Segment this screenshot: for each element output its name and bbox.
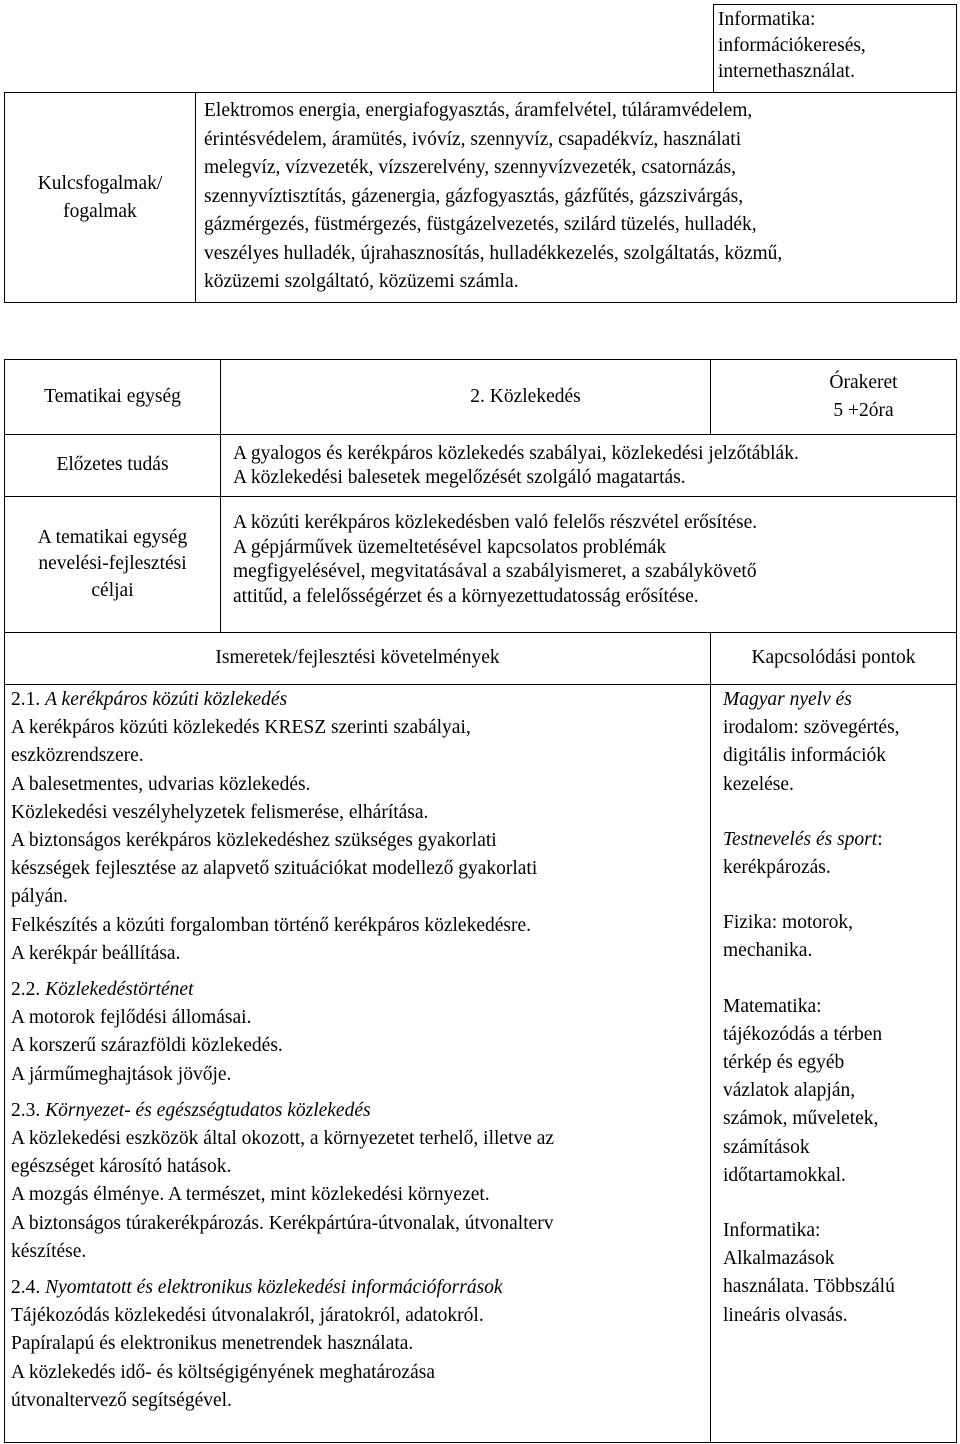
text-line: térkép és egyéb [723, 1052, 845, 1074]
elozetes-tudas-label [5, 435, 221, 497]
elozetes-tudas-text [221, 435, 957, 497]
section-heading [11, 1274, 706, 1302]
text-line: A korszerű szárazföldi közlekedés. [11, 1035, 283, 1057]
informatika-line: internethasználat. [718, 61, 855, 82]
text-line: szennyvíztisztítás, gázenergia, gázfogyasztás, gázfűtés, gázszivárgás, [204, 185, 744, 207]
section-heading [11, 976, 706, 1004]
text-line: közüzemi szolgáltató, közüzemi számla. [204, 271, 519, 292]
text-line: melegvíz, vízvezeték, vízszerelvény, szennyvízvezeték, csatornázás, [204, 157, 737, 178]
text-line: pályán. [11, 886, 68, 908]
unit-title [221, 360, 711, 435]
text-line: A gépjárművek üzemeltetésével kapcsolatos problémák [233, 536, 667, 558]
text-line: A kerékpáros közúti közlekedés KRESZ szerinti szabályai, [11, 717, 471, 739]
text-line: lineáris olvasás. [723, 1304, 848, 1326]
text-line: számok, műveletek, [723, 1108, 879, 1130]
kulcsfogalmak-text [196, 93, 957, 303]
text-line: A közlekedési eszközök által okozott, a környezetet terhelő, illetve az [11, 1128, 555, 1150]
text-line: attitűd, a felelősségérzet és a környezettudatosság erősítése. [233, 585, 699, 607]
testneveles-title-text: Testnevelés és sport [723, 828, 878, 850]
section-number: 2.3. [11, 1099, 41, 1121]
text-line: mechanika. [723, 940, 813, 962]
colon: : [877, 828, 883, 850]
text-line: A mozgás élménye. A természet, mint közlekedési környezet. [11, 1184, 490, 1206]
text-line: eszközrendszere. [11, 745, 144, 767]
text-line: A közúti kerékpáros közlekedésben való felelős részvétel erősítése. [233, 512, 758, 533]
label-line: A tematikai egység [37, 526, 188, 548]
section-number: 2.1. [11, 689, 41, 710]
label-line: fogalmak [63, 200, 137, 222]
informatika-cell [714, 5, 957, 93]
text-line: Papíralapú és elektronikus menetrendek használata. [11, 1333, 414, 1355]
text-line: A balesetmentes, udvarias közlekedés. [11, 773, 311, 795]
label-text: Előzetes tudás [56, 454, 169, 476]
text-line: Felkészítés a közúti forgalomban történő kerékpáros közlekedésre. [11, 914, 531, 936]
informatika-line: információkeresés, [718, 35, 866, 56]
text-line: A gyalogos és kerékpáros közlekedés szabályai, közlekedési jelzőtáblák. [233, 443, 799, 464]
celjai-label [5, 497, 221, 633]
text-line: gázmérgezés, füstmérgezés, füstgázelvezetés, szilárd tüzelés, hulladék, [204, 214, 757, 235]
label-text: Tematikai egység [44, 385, 181, 407]
orakeret-label: Órakeret [829, 372, 898, 393]
text-line: A közlekedési balesetek megelőzését szolgáló magatartás. [233, 467, 686, 488]
text-line: kezelése. [723, 773, 794, 795]
text-line: Alkalmazások [723, 1248, 835, 1270]
text-line: Informatika: [723, 1220, 821, 1242]
unit-table [4, 359, 957, 1443]
orakeret-cell [711, 360, 957, 435]
header-text: Kapcsolódási pontok [751, 647, 916, 669]
empty-cell [5, 5, 714, 93]
header-text: Ismeretek/fejlesztési követelmények [215, 647, 500, 669]
section-title: A kerékpáros közúti közlekedés [45, 689, 288, 710]
text-line: számítások [723, 1136, 810, 1158]
title-text: 2. Közlekedés [470, 385, 581, 407]
text-line: tájékozódás a térben [723, 1023, 883, 1045]
text-line: Közlekedési veszélyhelyzetek felismerése, elhárítása. [11, 801, 429, 823]
informatika-line: Informatika: [718, 9, 816, 30]
text-line: A kerékpár beállítása. [11, 942, 181, 964]
section-number: 2.2. [11, 979, 41, 1001]
ismeretek-header [5, 633, 711, 685]
ismeretek-content [5, 685, 711, 1443]
text-line: veszélyes hulladék, újrahasznosítás, hulladékkezelés, szolgáltatás, közmű, [204, 242, 783, 264]
text-line: A biztonságos túrakerékpározás. Kerékpártúra-útvonalak, útvonalterv [11, 1212, 554, 1234]
text-line: irodalom: szövegértés, [723, 717, 900, 739]
text-line: használata. Többszálú [723, 1276, 895, 1298]
tematikai-egyseg-label [5, 360, 221, 435]
section-number: 2.4. [11, 1277, 41, 1299]
section-title: Közlekedéstörténet [45, 979, 194, 1001]
text-line: érintésvédelem, áramütés, ivóvíz, szennyvíz, csapadékvíz, használati [204, 128, 742, 150]
text-line: Tájékozódás közlekedési útvonalakról, járatokról, adatokról. [11, 1305, 484, 1327]
text-line: kerékpározás. [723, 857, 831, 879]
kapcsolodasi-header [711, 633, 957, 685]
text-line: A járműmeghajtások jövője. [11, 1063, 232, 1085]
celjai-text [221, 497, 957, 633]
label-line: nevelési-fejlesztési [38, 553, 187, 575]
text-line: Fizika: motorok, [723, 912, 853, 934]
testneveles-title [723, 826, 952, 854]
orakeret-value: 5 +2óra [833, 400, 894, 421]
text-line: digitális információk [723, 745, 887, 767]
label-line: céljai [91, 579, 134, 601]
text-line: útvonaltervező segítségével. [11, 1389, 232, 1411]
magyar-title: Magyar nyelv és [723, 689, 852, 710]
text-line: Matematika: [723, 995, 822, 1017]
section-title: Környezet- és egészségtudatos közlekedés [45, 1099, 371, 1121]
text-line: megfigyelésével, megvitatásával a szabályismeret, a szabálykövető [233, 561, 757, 582]
text-line: A motorok fejlődési állomásai. [11, 1007, 252, 1029]
label-line: Kulcsfogalmak/ [37, 172, 163, 194]
section-heading [11, 686, 706, 714]
keywords-table [4, 4, 957, 303]
section-title: Nyomtatott és elektronikus közlekedési információforrások [45, 1277, 503, 1299]
text-line: időtartamokkal. [723, 1164, 846, 1186]
text-line: készségek fejlesztése az alapvető szituációkat modellező gyakorlati [11, 858, 538, 880]
section-heading [11, 1097, 706, 1125]
kapcsolodasi-content [711, 685, 957, 1443]
text-line: A biztonságos kerékpáros közlekedéshez szükséges gyakorlati [11, 830, 497, 852]
text-line: vázlatok alapján, [723, 1080, 856, 1102]
text-line: A közlekedés idő- és költségigényének meghatározása [11, 1361, 435, 1383]
text-line: egészséget károsító hatások. [11, 1156, 232, 1178]
text-line: Elektromos energia, energiafogyasztás, áramfelvétel, túláramvédelem, [204, 100, 753, 121]
text-line: készítése. [11, 1240, 87, 1262]
kulcsfogalmak-label [5, 93, 196, 303]
